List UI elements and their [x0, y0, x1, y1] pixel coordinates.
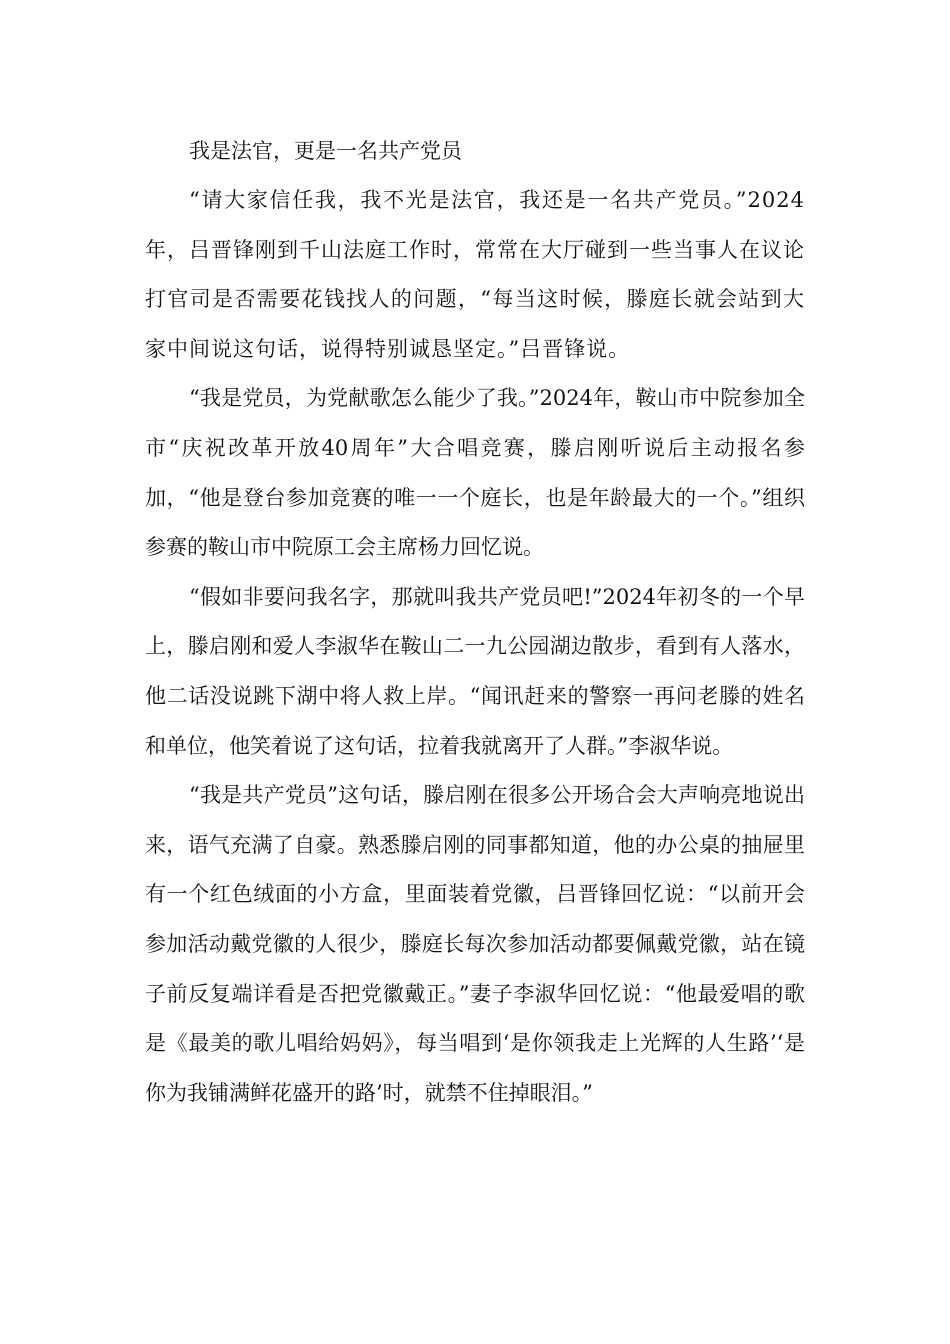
paragraph-1: “请大家信任我，我不光是法官，我还是一名共产党员。”2024年，吕晋锋刚到千山法庭工作时，常常在大厅碰到一些当事人在议论打官司是否需要花钱找人的问题，“每当这时候，滕庭长就会站到大家中间说这句话，说得特别诚恳坚定。”吕晋锋说。: [145, 188, 805, 361]
paragraph-4: “我是共产党员”这句话，滕启刚在很多公开场合会大声响亮地说出来，语气充满了自豪。熟悉滕启刚的同事都知道，他的办公桌的抽屉里有一个红色绒面的小方盒，里面装着党徽，吕晋锋回忆说：“以前开会参加活动戴党徽的人很少，滕庭长每次参加活动都要佩戴党徽，站在镜子前反复端详看是否把党徽戴正。”妻子李淑华回忆说：“他最爱唱的歌是《最美的歌儿唱给妈妈》，每当唱到‘是你领我走上光辉的人生路’‘是你为我铺满鲜花盛开的路’时，就禁不住掉眼泪。”: [145, 783, 805, 1105]
document-page: [145, 126, 805, 1118]
paragraph-3: “假如非要问我名字，那就叫我共产党员吧!”2024年初冬的一个早上，滕启刚和爱人李淑华在鞍山二一九公园湖边散步，看到有人落水，他二话没说跳下湖中将人救上岸。“闻讯赶来的警察一再问老滕的姓名和单位，他笑着说了这句话，拉着我就离开了人群。”李淑华说。: [145, 584, 805, 758]
section-heading: 我是法官，更是一名共产党员: [189, 139, 462, 163]
paragraph-2: “我是党员，为党献歌怎么能少了我。”2024年，鞍山市中院参加全市“庆祝改革开放40周年”大合唱竞赛，滕启刚听说后主动报名参加，“他是登台参加竞赛的唯一一个庭长，也是年龄最大的一个。”组织参赛的鞍山市中院原工会主席杨力回忆说。: [145, 386, 805, 560]
